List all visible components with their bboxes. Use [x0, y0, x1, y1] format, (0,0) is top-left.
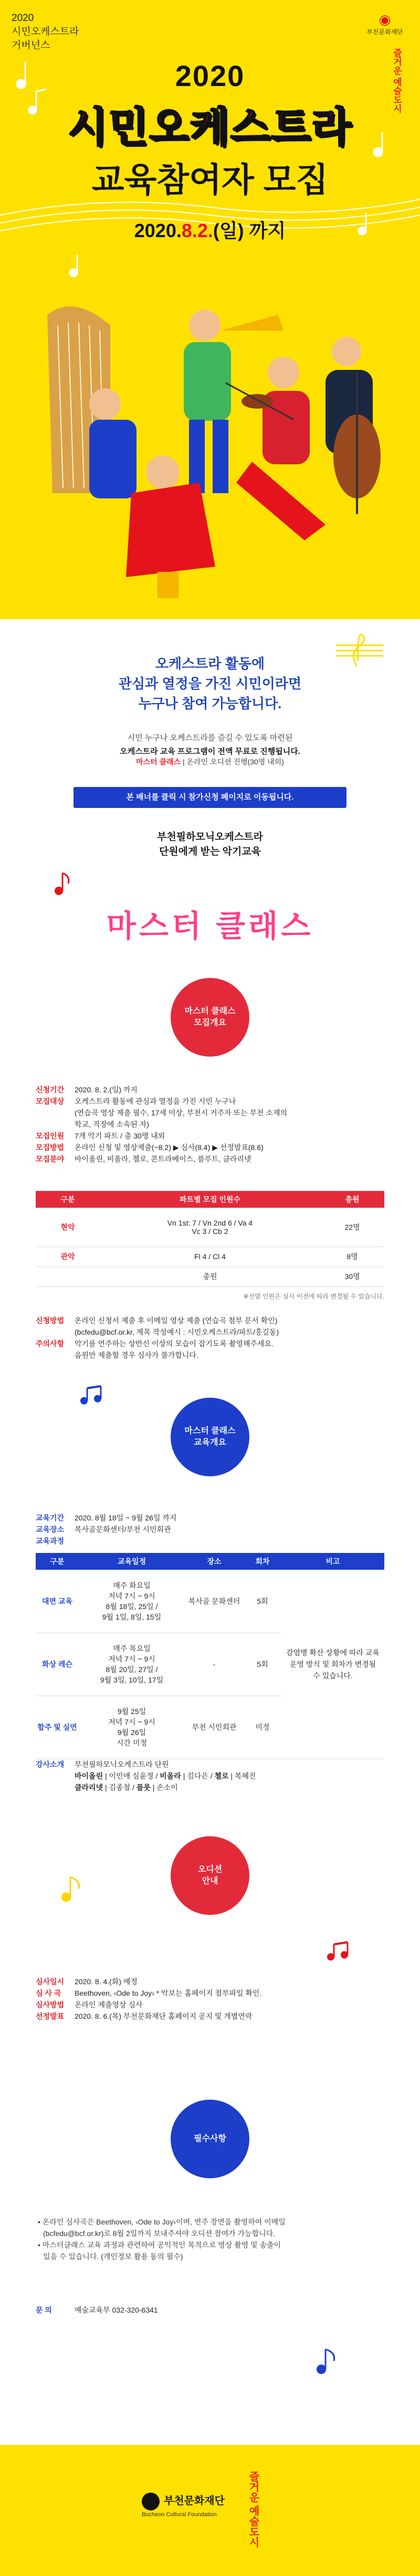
info-value: Beethoven, ‹Ode to Joy› * 악보는 홈페이지 첨부파일 확인. [75, 1989, 262, 1997]
intro-description [0, 731, 420, 759]
audition-info-list [36, 1976, 384, 2022]
info-key: 심사방법 [36, 2000, 65, 2009]
logo-mark-icon: ◉ [379, 12, 391, 27]
sched-line: 매주 화요일 [113, 1581, 151, 1590]
circle-line1: 오디션 [197, 1865, 223, 1874]
teacher-row [36, 1782, 384, 1793]
edu-info-list [36, 1512, 384, 1547]
notice-item1-cont: (bcfedu@bcf.or.kr)로 8월 2일까지 보내주셔야 오디션 참여가 가능합니다. [43, 2229, 276, 2238]
sched-line: 8월 18일, 25일 / [106, 1602, 158, 1611]
info-row [36, 1338, 384, 1349]
master-class-summary [0, 757, 420, 767]
section-sub2: 단원에게 받는 악기교육 [159, 846, 261, 857]
mc-text: | 온라인 오디션 진행(30명 내외) [181, 758, 284, 766]
info-value [75, 1535, 384, 1547]
info-value: 2020. 8. 6.(목) 부천문화재단 홈페이지 공지 및 개별연락 [75, 2012, 253, 2020]
program-name: 시민오케스트라 [12, 26, 79, 37]
teacher-names: | 김다은 / [181, 1772, 215, 1780]
row-category: 합주 및 실연 [36, 1696, 79, 1759]
audition-circle [171, 1836, 249, 1915]
th-note: 비고 [281, 1553, 384, 1570]
teacher-names: | 손소이 [150, 1783, 178, 1792]
th-category: 구분 [36, 1191, 100, 1208]
th-category: 구분 [36, 1553, 79, 1570]
info-key: 교육기간 [36, 1514, 65, 1522]
teacher-key: 강사소개 [36, 1760, 65, 1769]
red-note-icon [52, 871, 74, 897]
notice-item1: • 온라인 심사곡은 Beethoven, ‹Ode to Joy›이며, 연주 장면을 촬영하여 이메일 [38, 2218, 286, 2226]
info-value: 2020. 8. 2.(일) 까지 [75, 1085, 138, 1094]
info-value: 바이올린, 비올라, 첼로, 콘트라베이스, 플루트, 클라리넷 [75, 1155, 251, 1163]
info-key: 모집인원 [36, 1132, 65, 1140]
instrument-cello: 첼로 [214, 1772, 229, 1780]
row-category: 화상 레슨 [36, 1633, 79, 1696]
info-value: 악기를 연주하는 상반신 이상의 모습이 잡기도록 촬영해주세요. [75, 1339, 274, 1348]
circle-line2: 모집개요 [194, 1018, 226, 1027]
info-key: 주의사항 [36, 1339, 65, 1348]
date-prefix: 2020. [134, 220, 182, 241]
info-value: (연습곡 영상 제출 필수, 17세 이상, 부천시 거주자 또는 부천 소재의 [75, 1109, 288, 1117]
edu-table [36, 1553, 384, 1759]
teacher-row [36, 1770, 384, 1782]
row-count: 5회 [244, 1633, 281, 1696]
notice-item2: • 마스터클래스 교육 과정과 관련하여 공익적인 목적으로 영상 촬영 및 송출이 [38, 2241, 281, 2249]
row-place: - [185, 1633, 244, 1696]
info-row [36, 1095, 384, 1107]
th-schedule: 교육일정 [79, 1553, 185, 1570]
row-total: 22명 [320, 1208, 384, 1247]
circle-line2: 안내 [202, 1877, 218, 1886]
sched-line: 9월 3일, 10일, 17일 [100, 1676, 164, 1684]
info-row [36, 1349, 384, 1361]
logo-text: 부천문화재단 [366, 28, 403, 36]
date-suffix: 까지 [244, 220, 286, 241]
notice-item2-cont: 있을 수 있습니다. (개인정보 활용 동의 필수) [43, 2252, 183, 2261]
info-key: 모집방법 [36, 1143, 65, 1152]
info-value: 7개 악기 파트 / 총 30명 내외 [75, 1132, 165, 1140]
parts-line2: Vc 3 / Cb 2 [192, 1227, 228, 1236]
info-row [36, 2010, 384, 2022]
th-count: 회차 [244, 1553, 281, 1570]
recruit-table-note: ※선발 인원은 심사 이전에 따라 변경될 수 있습니다. [243, 1293, 384, 1300]
hero-title-line2: 교육참여자 모집 [91, 161, 329, 199]
apply-banner[interactable]: 본 배너를 클릭 시 참가신청 페이지로 이동됩니다. [74, 787, 346, 808]
master-class-title: 마스터 클래스 [106, 909, 314, 943]
info-row [36, 1315, 384, 1326]
sched-line: 저녁 7시 ~ 9시 [108, 1591, 155, 1600]
circle-line2: 교육개요 [194, 1438, 226, 1447]
info-value: 복사골문화센터/부천 시민회관 [75, 1525, 171, 1534]
cellist-illustration [326, 337, 381, 514]
edu-note: 감염병 확산 상황에 따라 교육 운영 방식 및 회차가 변경될 수 있습니다. [281, 1570, 384, 1759]
info-row [36, 1107, 384, 1119]
info-key [36, 1119, 75, 1130]
info-value: 온라인 신청서 제출 후 이메일 영상 제출 (연습곡 첨부 문서 확인) [75, 1316, 278, 1325]
hero-date [0, 216, 420, 243]
section-subtitle [0, 830, 420, 859]
headline-line1: 오케스트라 활동에 [155, 656, 265, 672]
instrument-clarinet: 클라리넷 [75, 1783, 103, 1792]
info-key: 선정발표 [36, 2012, 65, 2020]
row-category: 대면 교육 [36, 1570, 79, 1633]
footer-logo-text: 부천문화재단 [164, 2495, 225, 2507]
info-value: 온라인 신청 및 영상제출(~8.2) ▶ 심사(8.4) ▶ 선정발표(8.6) [75, 1143, 264, 1152]
teacher-line2 [75, 1782, 384, 1793]
notice-list [38, 2216, 386, 2262]
date-highlight: 8.2. [181, 220, 213, 241]
violinist-illustration [226, 357, 326, 540]
info-value: (bcfedu@bcf.or.kr, 제목 작성예시 : 시민오케스트라/파트/홍길동) [75, 1328, 279, 1336]
footer-logo [142, 2492, 225, 2518]
th-place: 장소 [185, 1553, 244, 1570]
contact-value: 예술교육부 032-320-6341 [75, 2306, 158, 2314]
info-key: 신청기간 [36, 1085, 65, 1094]
info-key: 모집분야 [36, 1155, 65, 1163]
info-key: 교육과정 [36, 1537, 65, 1545]
program-type: 거버넌스 [12, 40, 50, 51]
sched-line: 매주 목요일 [113, 1644, 151, 1653]
footer-slogan: 즐거운 예술도시 [247, 2471, 259, 2548]
recruit-table [36, 1191, 384, 1287]
teacher-head: 부천필하모닉오케스트라 단원 [75, 1760, 169, 1769]
info-value: 오케스트라 활동에 관심과 열정을 가진 시민 누구나 [75, 1097, 236, 1105]
th-parts: 파트별 모집 인원수 [100, 1191, 320, 1208]
teacher-row [36, 1759, 384, 1770]
row-parts [100, 1208, 320, 1247]
table-row [36, 1570, 384, 1633]
info-row [36, 1119, 384, 1130]
info-key: 심 사 곡 [36, 1989, 61, 1997]
footer [0, 2445, 420, 2576]
info-row [36, 1153, 384, 1165]
circle-line1: 마스터 클래스 [184, 1427, 236, 1435]
row-place: 복사골 문화센터 [185, 1570, 244, 1633]
info-row [36, 1535, 384, 1547]
info-row [36, 1142, 384, 1153]
red-notes-icon [326, 1941, 352, 1962]
contact-key: 문 의 [36, 2306, 52, 2314]
instrument-viola: 비올라 [160, 1772, 181, 1780]
teacher-info [36, 1759, 384, 1793]
section-sub1: 부천필하모닉오케스트라 [157, 832, 263, 843]
yellow-note-icon [58, 1873, 89, 1904]
row-category: 현악 [36, 1208, 100, 1247]
circle-line1: 마스터 클래스 [184, 1007, 236, 1016]
row-total: 8명 [320, 1247, 384, 1266]
treble-clef-icon [336, 630, 383, 672]
info-value: 2020. 8. 4.(화) 예정 [75, 1977, 138, 1986]
info-key: 교육장소 [36, 1525, 65, 1534]
sched-line: 8월 20일, 27일 / [106, 1665, 158, 1674]
headline-line3: 누구나 참여 가능합니다. [138, 696, 282, 711]
table-row [36, 1208, 384, 1247]
hero-title-text: 시민오케스트라 [68, 104, 352, 150]
row-parts: Fl 4 / Cl 4 [100, 1247, 320, 1266]
info-row [36, 1524, 384, 1535]
hero-title-line1 [0, 94, 420, 153]
sched-line: 시간 미정 [117, 1739, 147, 1747]
row-category: 관악 [36, 1247, 100, 1266]
row-schedule [79, 1570, 185, 1633]
intro-section [0, 619, 420, 892]
mc-label: 마스터 클래스 [136, 758, 181, 766]
sched-line: 9월 1일, 8일, 15일 [102, 1612, 162, 1621]
program-year: 2020 [12, 13, 34, 24]
date-day: (일) [213, 220, 244, 241]
instrument-violin: 바이올린 [75, 1772, 103, 1780]
row-count: 미정 [244, 1696, 281, 1759]
info-row [36, 1326, 384, 1338]
recruit-apply-list [36, 1315, 384, 1361]
info-key: 심사일시 [36, 1977, 65, 1986]
desc-line1: 시민 누구나 오케스트라를 즐길 수 있도록 마련된 [127, 733, 293, 742]
info-row [36, 1512, 384, 1524]
sched-line: 저녁 7시 ~ 9시 [108, 1655, 155, 1663]
row-schedule [79, 1633, 185, 1696]
info-row [36, 1976, 384, 1987]
info-value: 음원만 제출할 경우 심사가 불가합니다. [75, 1351, 198, 1359]
info-key: 모집대상 [36, 1097, 65, 1105]
info-value: 온라인 제출영상 심사 [75, 2000, 143, 2009]
info-row [36, 1130, 384, 1142]
info-value: 학교, 직장에 소속된 자) [75, 1120, 149, 1129]
edu-circle [171, 1398, 249, 1476]
footer-logo-en: Bucheon Cultural Foundation [142, 2511, 217, 2518]
teacher-names: | 이민애 심윤정 / [103, 1772, 160, 1780]
orchestra-illustration [32, 294, 388, 603]
foundation-logo-icon [142, 2493, 160, 2510]
circle-line1: 필수사항 [194, 2134, 226, 2143]
info-key: 신청방법 [36, 1316, 65, 1325]
blue-note-icon [79, 1385, 105, 1406]
row-schedule [79, 1696, 185, 1759]
harp-illustration [47, 306, 136, 498]
desc-line2: 오케스트라 교육 프로그램이 전액 무료로 진행됩니다. [120, 747, 300, 756]
instrument-flute: 플룻 [136, 1783, 151, 1792]
row-total: 30명 [320, 1266, 384, 1286]
hero-year: 2020 [175, 59, 245, 92]
info-row [36, 1987, 384, 1999]
row-count: 5회 [244, 1570, 281, 1633]
info-row [36, 1999, 384, 2010]
parts-line1: Vn 1st: 7 / Vn 2nd 6 / Va 4 [167, 1218, 253, 1227]
notice-circle [171, 2100, 249, 2178]
info-key [36, 1349, 75, 1361]
info-key [36, 1107, 75, 1119]
row-category [36, 1266, 100, 1286]
teacher-names: | 김종철 / [103, 1783, 136, 1792]
contact-info [36, 2304, 384, 2316]
table-row [36, 1247, 384, 1266]
recruit-info-list [36, 1084, 384, 1165]
teacher-names: | 복혜진 [228, 1772, 256, 1780]
info-value: 2020. 8월 18일 ~ 9월 26일 까지 [75, 1514, 177, 1522]
th-total: 총원 [320, 1191, 384, 1208]
teacher-line1 [75, 1770, 384, 1782]
sched-line: 9월 26일 [117, 1728, 146, 1737]
info-row [36, 1084, 384, 1095]
sched-line: 저녁 7시 ~ 9시 [108, 1718, 155, 1726]
recruit-circle [171, 978, 249, 1057]
sched-line: 9월 25일 [117, 1707, 146, 1716]
row-place: 부천 시민회관 [185, 1696, 244, 1759]
info-key [36, 1326, 75, 1338]
row-parts: 총원 [100, 1266, 320, 1286]
hero [0, 0, 420, 619]
table-row [36, 1266, 384, 1286]
slogan-vertical: 즐거운 예술도시 [392, 48, 402, 113]
blue-note-icon [313, 2345, 344, 2377]
headline-line2: 관심과 열정을 가진 시민이라면 [118, 676, 302, 691]
